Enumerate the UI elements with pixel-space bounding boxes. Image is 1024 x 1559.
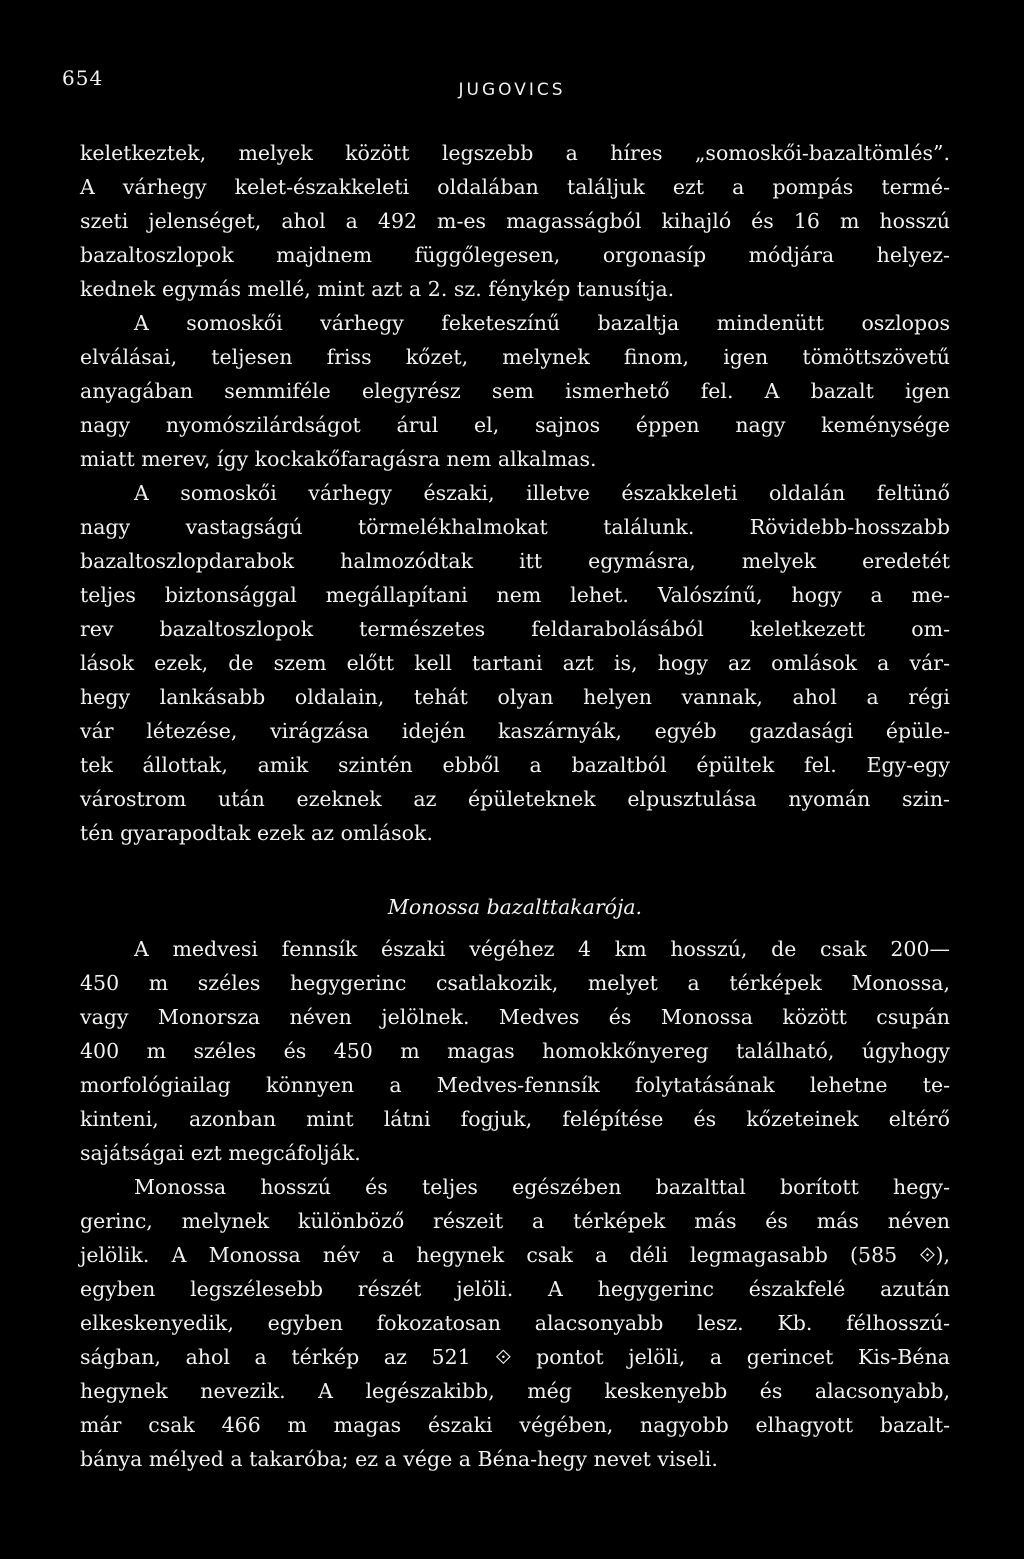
- text-line: jelölik. A Monossa név a hegynek csak a déli legmagasabb (585 ⟐),: [80, 1243, 950, 1267]
- text-line: lások ezek, de szem előtt kell tartani azt is, hogy az omlások a vár-: [80, 651, 950, 675]
- text-line: teljes biztonsággal megállapítani nem lehet. Valószínű, hogy a me-: [80, 583, 950, 607]
- text-line: A somoskői várhegy északi, illetve északkeleti oldalán feltünő: [134, 481, 950, 505]
- text-line: sajátságai ezt megcáfolják.: [80, 1141, 361, 1165]
- text-line: miatt merev, így kockakőfaragásra nem alkalmas.: [80, 447, 597, 471]
- text-line: hegy lankásabb oldalain, tehát olyan helyen vannak, ahol a régi: [80, 685, 950, 709]
- text-line: tén gyarapodtak ezek az omlások.: [80, 821, 433, 845]
- text-line: rev bazaltoszlopok természetes feldarabolásából keletkezett om-: [80, 617, 950, 641]
- paragraph: [80, 932, 950, 1170]
- text-line: kednek egymás mellé, mint azt a 2. sz. fénykép tanusítja.: [80, 277, 675, 301]
- text-line: ságban, ahol a térkép az 521 ⟐ pontot jelöli, a gerincet Kis-Béna: [80, 1345, 950, 1369]
- text-line: tek állottak, amik szintén ebből a bazaltból épültek fel. Egy-egy: [80, 753, 950, 777]
- text-line: már csak 466 m magas északi végében, nagyobb elhagyott bazalt-: [80, 1413, 950, 1437]
- text-line: bazaltoszlopok majdnem függőlegesen, orgonasíp módjára helyez-: [80, 243, 950, 267]
- text-line: A somoskői várhegy feketeszínű bazaltja mindenütt oszlopos: [134, 311, 950, 335]
- text-line: várostrom után ezeknek az épületeknek elpusztulása nyomán szin-: [80, 787, 950, 811]
- text-line: keletkeztek, melyek között legszebb a híres „somoskői-bazaltömlés”.: [80, 141, 950, 165]
- text-line: bánya mélyed a takaróba; ez a vége a Béna-hegy nevet viseli.: [80, 1447, 718, 1471]
- body-text: [80, 136, 950, 1476]
- paragraph: [80, 136, 950, 306]
- text-line: szeti jelenséget, ahol a 492 m-es magasságból kihajló és 16 m hosszú: [80, 209, 950, 233]
- text-line: A várhegy kelet-északkeleti oldalában találjuk ezt a pompás termé-: [80, 175, 950, 199]
- text-line: vár létezése, virágzása idején kaszárnyák, egyéb gazdasági épüle-: [80, 719, 950, 743]
- text-line: elválásai, teljesen friss kőzet, melynek finom, igen tömöttszövetű: [80, 345, 950, 369]
- text-line: kinteni, azonban mint látni fogjuk, felépítése és kőzeteinek eltérő: [80, 1107, 950, 1131]
- text-line: 400 m széles és 450 m magas homokkőnyereg található, úgyhogy: [80, 1039, 950, 1063]
- paragraph: [80, 1170, 950, 1476]
- text-line: bazaltoszlopdarabok halmozódtak itt egymásra, melyek eredetét: [80, 549, 950, 573]
- text-line: Monossa hosszú és teljes egészében bazalttal borított hegy-: [134, 1175, 950, 1199]
- text-line: elkeskenyedik, egyben fokozatosan alacsonyabb lesz. Kb. félhosszú-: [80, 1311, 950, 1335]
- text-line: nagy nyomószilárdságot árul el, sajnos éppen nagy keménysége: [80, 413, 950, 437]
- running-head: JUGOVICS: [458, 80, 566, 100]
- text-line: A medvesi fennsík északi végéhez 4 km hosszú, de csak 200—: [134, 937, 950, 961]
- paragraph: [80, 306, 950, 476]
- section-title: Monossa bazalttakarója.: [387, 895, 643, 919]
- text-line: hegynek nevezik. A legészakibb, még keskenyebb és alacsonyabb,: [80, 1379, 950, 1403]
- paragraph: [80, 476, 950, 850]
- text-line: morfológiailag könnyen a Medves-fennsík folytatásának lehetne te-: [80, 1073, 950, 1097]
- text-line: anyagában semmiféle elegyrész sem ismerhető fel. A bazalt igen: [80, 379, 950, 403]
- text-line: gerinc, melynek különböző részeit a térképek más és más néven: [80, 1209, 950, 1233]
- text-line: 450 m széles hegygerinc csatlakozik, melyet a térképek Monossa,: [80, 971, 950, 995]
- text-line: egyben legszélesebb részét jelöli. A hegygerinc északfelé azután: [80, 1277, 950, 1301]
- text-line: nagy vastagságú törmelékhalmokat találunk. Rövidebb-hosszabb: [80, 515, 950, 539]
- text-line: vagy Monorsza néven jelölnek. Medves és Monossa között csupán: [80, 1005, 950, 1029]
- page-number: 654: [62, 66, 104, 90]
